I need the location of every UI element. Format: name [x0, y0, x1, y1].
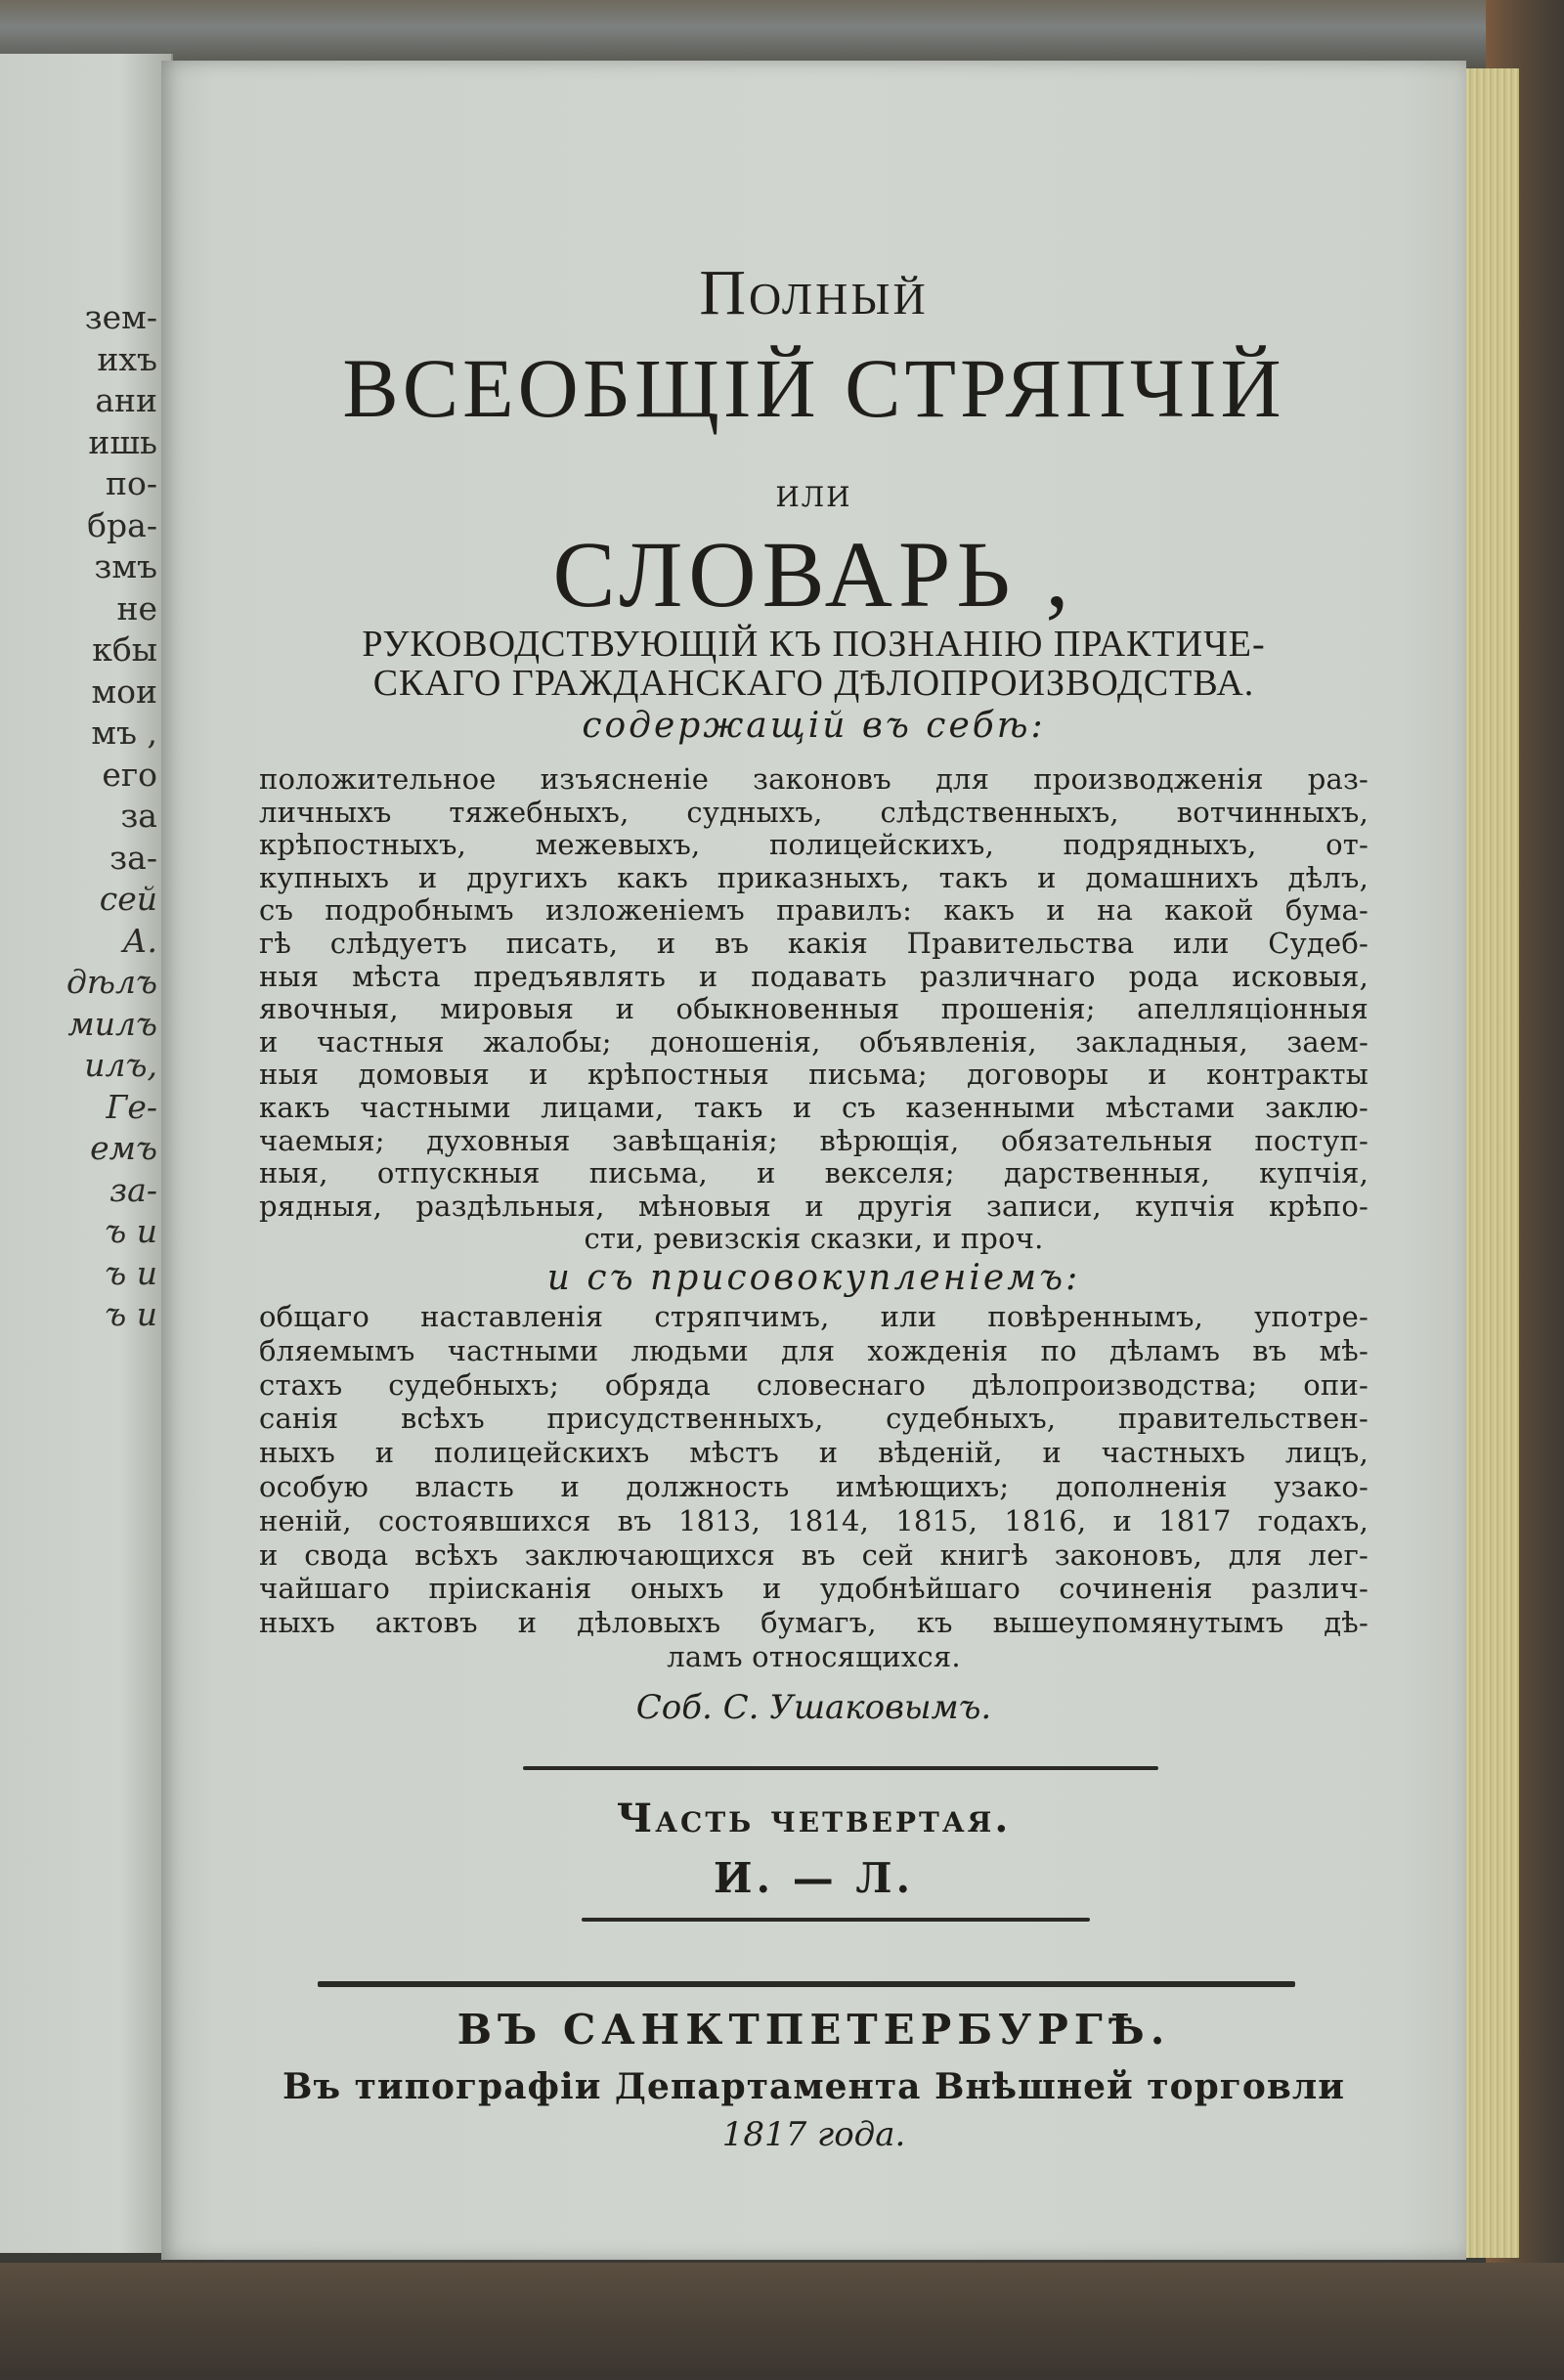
imprint-city: ВЪ САНКТПЕТЕРБУРГѢ. — [456, 2006, 1171, 2054]
divider-rule — [582, 1918, 1090, 1922]
left-page-line: ани — [95, 381, 157, 419]
text-line: положительное изъясненіе законовъ для производженія раз- — [259, 762, 1368, 796]
left-page-line: сей — [99, 880, 157, 918]
book-binding-top — [0, 0, 1564, 68]
text-line: и свода всѣхъ заключающихся въ сей книгѣ законовъ, для лег- — [259, 1537, 1368, 1572]
text-line: особую власть и должность имѣющихъ; дополненія узако- — [259, 1470, 1368, 1503]
text-line: и частныя жалобы; доношенія, объявленія, закладныя, заем- — [259, 1024, 1368, 1059]
addition-heading: и съ присовокупленіемъ: — [546, 1258, 1081, 1298]
left-page-line: милъ — [67, 1004, 157, 1043]
left-page-line: за- — [109, 838, 157, 877]
left-page-line: мои — [91, 671, 157, 711]
left-page-line: Ге- — [106, 1087, 157, 1126]
text-line: ныя мѣста предъявлять и подавать различнаго рода исковыя, — [259, 959, 1368, 993]
left-page-line: мъ , — [91, 714, 157, 752]
left-page-line: за- — [109, 1170, 157, 1209]
divider-rule — [523, 1766, 1158, 1770]
left-page-line: А. — [122, 921, 157, 960]
left-page-line: емъ — [90, 1129, 157, 1167]
text-line: ныя домовыя и крѣпостныя письма; договоры и контракты — [259, 1058, 1368, 1092]
title-page — [161, 61, 1466, 2260]
imprint-press: Въ типографіи Департамента Внѣшней торговли — [282, 2066, 1345, 2107]
title-line-3: СЛОВАРЬ , — [552, 522, 1075, 627]
letter-range: И. — Л. — [713, 1854, 915, 1902]
contents-heading: содержащій въ себѣ: — [582, 706, 1046, 746]
left-page-line: ъ и — [105, 1253, 157, 1292]
text-line: рядныя, раздѣльныя, мѣновыя и другія записи, купчія крѣпо- — [259, 1189, 1368, 1223]
compiler-credit: Соб. С. Ушаковымъ. — [635, 1688, 992, 1727]
divider-rule — [318, 1981, 1295, 1987]
left-page-line: илъ, — [84, 1046, 157, 1084]
left-page-line: кбы — [92, 630, 157, 669]
text-line: крѣпостныхъ, межевыхъ, полицейскихъ, подрядныхъ, от- — [259, 828, 1368, 862]
left-page-line: за — [120, 797, 157, 835]
text-line: чаемыя; духовныя завѣщанія; вѣрющія, обязательныя поступ- — [259, 1123, 1368, 1157]
text-line: личныхъ тяжебныхъ, судныхъ, слѣдственныхъ, вотчинныхъ, — [259, 795, 1368, 829]
left-page-line: ъ и — [105, 1212, 157, 1250]
text-line: неній, состоявшихся въ 1813, 1814, 1815, 1816, и 1817 годахъ, — [259, 1503, 1368, 1537]
left-page-line: ихъ — [97, 339, 157, 378]
text-line: ныхъ актовъ и дѣловыхъ бумагъ, къ вышеупомянутымъ дѣ- — [259, 1606, 1368, 1640]
left-page-line: зем- — [84, 298, 157, 336]
left-page-line: не — [116, 588, 157, 627]
left-page-line: ишь — [88, 422, 157, 461]
volume-part: Часть четвертая. — [616, 1796, 1012, 1841]
text-line: съ подробнымъ изложеніемъ правилъ: какъ и на какой бума- — [259, 893, 1368, 928]
title-or: или — [775, 471, 852, 516]
text-line: общаго наставленія стряпчимъ, или повѣреннымъ, употре- — [259, 1300, 1368, 1333]
text-line: явочныя, мировыя и обыкновенныя прошенія; апелляціонныя — [259, 992, 1368, 1026]
text-line: сти, ревизскія сказки, и проч. — [584, 1222, 1044, 1256]
text-line: бляемымъ частными людьми для хожденія по дѣламъ въ мѣ- — [259, 1333, 1368, 1367]
text-line: стахъ судебныхъ; обряда словеснаго дѣлопроизводства; опи- — [259, 1367, 1368, 1402]
imprint-year: 1817 года. — [721, 2115, 906, 2154]
text-line: ныхъ и полицейскихъ мѣстъ и вѣденій, и частныхъ лицъ, — [259, 1436, 1368, 1470]
left-page-line: бра- — [87, 505, 157, 544]
text-line: ламъ относящихся. — [667, 1640, 961, 1673]
text-line: ныя, отпускныя письма, и векселя; дарственныя, купчія, — [259, 1156, 1368, 1190]
left-page-line: его — [102, 755, 157, 794]
text-line: какъ частными лицами, такъ и съ казенными мѣстами заклю- — [259, 1091, 1368, 1124]
left-facing-page — [0, 54, 173, 2253]
title-line-1: Полный — [699, 257, 929, 328]
subtitle-line-1: РУКОВОДСТВУЮЩІЙ КЪ ПОЗНАНІЮ ПРАКТИЧЕ- — [362, 624, 1266, 665]
book-binding-bottom — [0, 2263, 1564, 2380]
left-page-line: змъ — [94, 547, 157, 585]
text-line: чайшаго пріисканія оныхъ и удобнѣйшаго сочиненія различ- — [259, 1572, 1368, 1606]
left-page-line: дѣлъ — [65, 963, 157, 1001]
text-line: купныхъ и другихъ какъ приказныхъ, такъ и домашнихъ дѣлъ, — [259, 860, 1368, 894]
title-line-2: ВСЕОБЩІЙ СТРЯПЧІЙ — [342, 341, 1285, 435]
left-page-line: ъ и — [105, 1295, 157, 1333]
subtitle-line-2: СКАГО ГРАЖДАНСКАГО ДѢЛОПРОИЗВОДСТВА. — [372, 663, 1255, 704]
text-line: гѣ слѣдуетъ писать, и въ какія Правительства или Судеб- — [259, 927, 1368, 960]
left-page-line: по- — [105, 464, 157, 502]
text-line: санія всѣхъ присудственныхъ, судебныхъ, правительствен- — [259, 1402, 1368, 1436]
